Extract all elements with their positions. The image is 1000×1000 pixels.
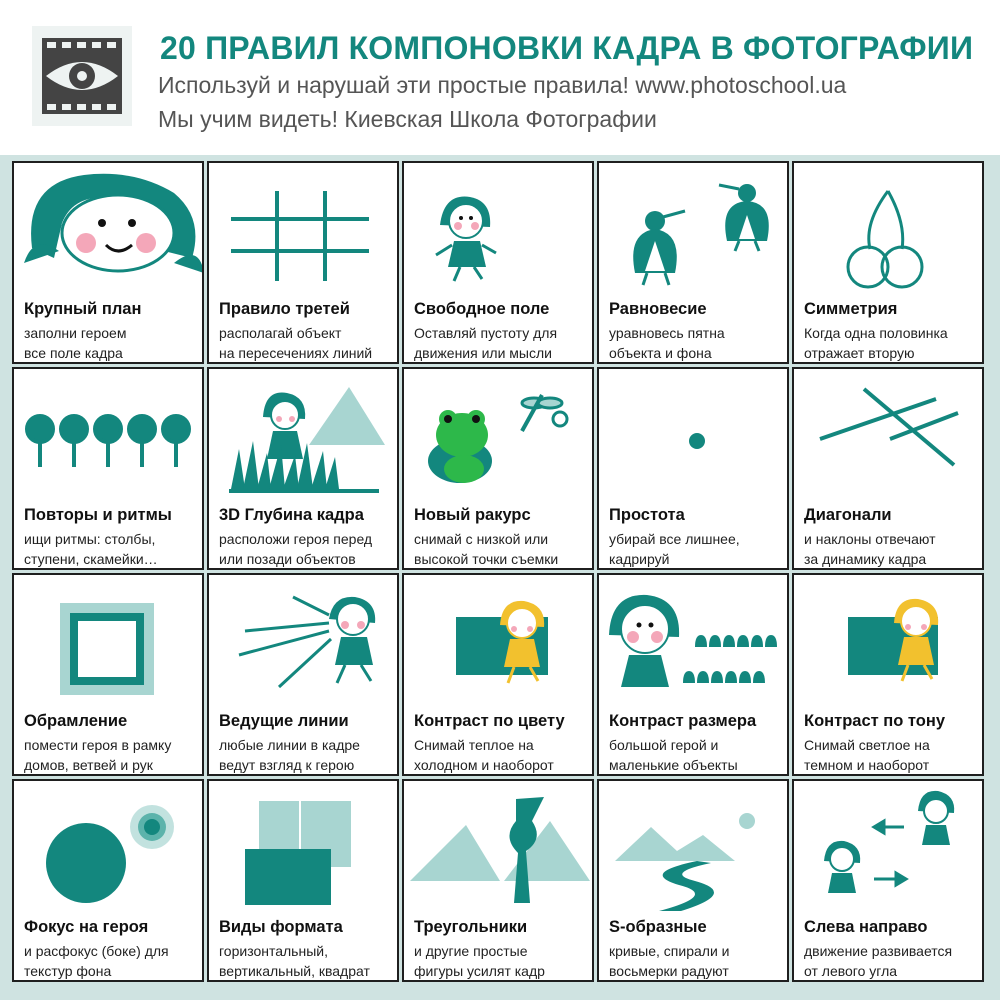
rule-card-repetition: [12, 367, 204, 570]
rule-desc-1: кривые, спирали и: [609, 943, 730, 959]
leading-lines-girl-icon: [209, 575, 397, 710]
page-subtitle-2: Мы учим видеть! Киевская Школа Фотографии: [158, 106, 657, 132]
rule-desc-1: любые линии в кадре: [219, 737, 360, 753]
rule-title: Фокус на героя: [24, 918, 149, 936]
rule-title: Свободное поле: [414, 300, 550, 318]
rule-title: S-образные: [609, 918, 707, 936]
rule-card-diagonals: [792, 367, 984, 570]
rule-desc-1: и наклоны отвечают: [804, 531, 936, 547]
rule-card-framing: [12, 573, 204, 776]
rule-title: Правило третей: [219, 300, 350, 318]
rule-card-balance: [597, 161, 789, 364]
girl-small-icon: [404, 163, 592, 298]
rule-desc-2: от левого угла: [804, 963, 898, 979]
rule-title: Диагонали: [804, 506, 892, 524]
rule-desc-2: или позади объектов: [219, 551, 356, 567]
rule-desc-2: движения или мысли: [414, 345, 552, 361]
rule-desc-1: большой герой и: [609, 737, 719, 753]
rule-desc-2: ступени, скамейки…: [24, 551, 158, 567]
tone-contrast-icon: [794, 575, 982, 710]
rule-desc-1: ищи ритмы: столбы,: [24, 531, 156, 547]
formats-icon: [209, 781, 397, 916]
rule-card-leading-lines: [207, 573, 399, 776]
header: [0, 0, 1000, 155]
rule-title: Симметрия: [804, 300, 898, 318]
rule-desc-2: домов, ветвей и рук: [24, 757, 153, 773]
rule-desc-2: объекта и фона: [609, 345, 712, 361]
diagonals-icon: [794, 369, 982, 504]
thirds-grid-icon: [209, 163, 397, 298]
rule-card-triangles: [402, 779, 594, 982]
rule-title: Контраст размера: [609, 712, 757, 730]
rule-desc-1: движение развивается: [804, 943, 953, 959]
cherries-icon: [794, 163, 982, 298]
page-subtitle: Используй и нарушай эти простые правила! www.photoschool.ua: [158, 72, 847, 98]
size-contrast-icon: [599, 575, 787, 710]
rule-card-focus: [12, 779, 204, 982]
rule-desc-2: ведут взгляд к герою: [219, 757, 355, 773]
rule-desc-2: кадрируй: [609, 551, 670, 567]
rule-card-left-to-right: [792, 779, 984, 982]
rule-desc-1: снимай с низкой или: [414, 531, 549, 547]
rule-title: 3D Глубина кадра: [219, 506, 364, 524]
rule-card-simplicity: [597, 367, 789, 570]
rule-title: Виды формата: [219, 918, 343, 936]
rule-desc-2: отражает вторую: [804, 345, 915, 361]
s-curve-icon: [599, 781, 787, 916]
rule-title: Контраст по цвету: [414, 712, 565, 730]
rule-title: Новый ракурс: [414, 506, 531, 524]
rule-title: Слева направо: [804, 918, 928, 936]
rule-desc-2: текстур фона: [24, 963, 112, 979]
rule-card-tone-contrast: [792, 573, 984, 776]
rule-card-symmetry: [792, 161, 984, 364]
rule-card-closeup: [12, 161, 204, 364]
rule-desc-1: Снимай теплое на: [414, 737, 534, 753]
rule-desc-1: заполни героем: [24, 325, 127, 341]
frog-dragonfly-icon: [404, 369, 592, 504]
rule-desc-2: маленькие объекты: [609, 757, 738, 773]
rule-desc-1: и расфокус (боке) для: [24, 943, 169, 959]
rule-desc-1: Когда одна половинка: [804, 325, 948, 341]
rule-desc-1: уравновесь пятна: [609, 325, 725, 341]
rule-title: Ведущие линии: [219, 712, 349, 730]
rule-title: Контраст по тону: [804, 712, 946, 730]
triangles-icon: [404, 781, 592, 916]
rule-title: Повторы и ритмы: [24, 506, 172, 524]
rule-desc-2: холодном и наоборот: [414, 757, 554, 773]
page-title: 20 ПРАВИЛ КОМПОНОВКИ КАДРА В ФОТОГРАФИИ: [160, 30, 974, 66]
dot-icon: [599, 369, 787, 504]
rule-desc-1: горизонтальный,: [219, 943, 328, 959]
rule-card-size-contrast: [597, 573, 789, 776]
rule-desc-1: и другие простые: [414, 943, 528, 959]
rule-desc-2: вертикальный, квадрат: [219, 963, 370, 979]
color-contrast-icon: [404, 575, 592, 710]
frame-icon: [14, 575, 202, 710]
rule-desc-1: Снимай светлое на: [804, 737, 930, 753]
rule-desc-2: высокой точки съемки: [414, 551, 559, 567]
rule-desc-2: темном и наоборот: [804, 757, 930, 773]
focus-bokeh-icon: [14, 781, 202, 916]
girl-grass-mountain-icon: [209, 369, 397, 504]
rule-desc-2: фигуры усилят кадр: [414, 963, 545, 979]
girl-face-closeup-icon: [14, 163, 202, 298]
rule-desc-2: восьмерки радуют: [609, 963, 729, 979]
rule-title: Треугольники: [414, 918, 528, 936]
rule-card-color-contrast: [402, 573, 594, 776]
rule-desc-2: все поле кадра: [24, 345, 123, 361]
rule-card-free-space: [402, 161, 594, 364]
rule-title: Простота: [609, 506, 685, 524]
rule-desc-1: располагай объект: [219, 325, 342, 341]
rule-desc-1: расположи героя перед: [219, 531, 373, 547]
rule-card-3d-depth: [207, 367, 399, 570]
rule-desc-1: помести героя в рамку: [24, 737, 172, 753]
left-to-right-icon: [794, 781, 982, 916]
rule-card-s-curves: [597, 779, 789, 982]
rule-desc-2: на пересечениях линий: [219, 345, 373, 361]
rules-grid: [0, 155, 1000, 1000]
rule-card-new-angle: [402, 367, 594, 570]
rule-desc-1: Оставляй пустоту для: [414, 325, 558, 341]
rule-desc-1: убирай все лишнее,: [609, 531, 740, 547]
rule-card-formats: [207, 779, 399, 982]
trees-row-icon: [14, 369, 202, 504]
rule-title: Равновесие: [609, 300, 707, 318]
rule-title: Обрамление: [24, 712, 128, 730]
rule-card-thirds: [207, 161, 399, 364]
rule-desc-2: за динамику кадра: [804, 551, 927, 567]
penguins-icon: [599, 163, 787, 298]
rule-title: Крупный план: [24, 300, 142, 318]
eye-film-logo-icon: [32, 26, 132, 126]
